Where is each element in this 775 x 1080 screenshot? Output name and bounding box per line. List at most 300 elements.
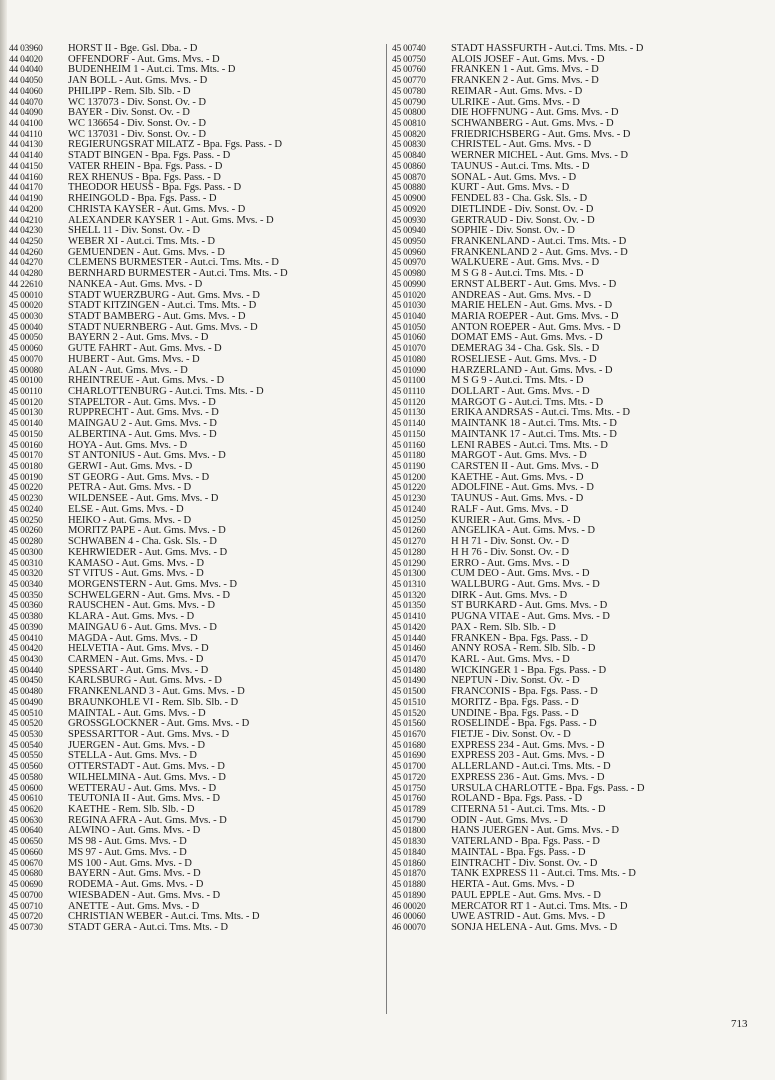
vessel-description: SONJA HELENA - Aut. Gms. Mvs. - D <box>451 921 618 933</box>
vessel-description: FRANKEN 2 - Aut. Gms. Mvs. - D <box>451 75 599 87</box>
page-binding-edge <box>0 0 7 1080</box>
vessel-code: 45 00340 <box>9 579 43 590</box>
vessel-description: BAYERN - Aut. Gms. Mvs. - D <box>68 868 201 880</box>
vessel-code: 45 01320 <box>392 590 426 601</box>
vessel-description: MAINTANK 17 - Aut.ci. Tms. Mts. - D <box>451 428 617 440</box>
vessel-code: 45 00950 <box>392 236 426 247</box>
vessel-description: JUERGEN - Aut. Gms. Mvs. - D <box>68 739 205 751</box>
vessel-entry <box>9 505 381 516</box>
vessel-code: 45 00380 <box>9 612 43 623</box>
vessel-entry <box>9 794 381 805</box>
vessel-description: CHARLOTTENBURG - Aut.ci. Tms. Mts. - D <box>68 386 264 397</box>
vessel-description: SPESSARTTOR - Aut. Gms. Mvs. - D <box>68 729 230 740</box>
vessel-code: 45 01350 <box>392 601 426 612</box>
vessel-code: 45 00440 <box>9 665 43 676</box>
vessel-description: CHRISTEL - Aut. Gms. Mvs. - D <box>451 139 592 151</box>
vessel-code: 45 00230 <box>9 494 43 505</box>
vessel-code: 45 00930 <box>392 215 426 226</box>
vessel-code: 45 01890 <box>392 890 426 901</box>
right-column <box>392 44 732 934</box>
vessel-description: ALOIS JOSEF - Aut. Gms. Mvs. - D <box>451 53 605 65</box>
vessel-description: KURIER - Aut. Gms. Mvs. - D <box>451 514 581 526</box>
vessel-code: 45 01260 <box>392 526 426 537</box>
vessel-description: CITERNA 51 - Aut.ci. Tms. Mts. - D <box>451 804 606 816</box>
vessel-description: M S G 9 - Aut.ci. Tms. Mts. - D <box>451 375 584 387</box>
vessel-code: 45 00030 <box>9 311 43 322</box>
vessel-description: RUPPRECHT - Aut. Gms. Mvs. - D <box>68 407 219 419</box>
vessel-code: 45 00250 <box>9 515 43 526</box>
vessel-code: 45 01680 <box>392 740 426 751</box>
vessel-code: 45 00360 <box>9 601 43 612</box>
vessel-description: HELVETIA - Aut. Gms. Mvs. - D <box>68 643 209 655</box>
vessel-description: ODIN - Aut. Gms. Mvs. - D <box>451 814 568 826</box>
vessel-description: MS 98 - Aut. Gms. Mvs. - D <box>68 836 187 848</box>
vessel-code: 45 00860 <box>392 161 426 172</box>
vessel-code: 44 04230 <box>9 226 43 237</box>
vessel-code: 45 01140 <box>392 419 426 430</box>
vessel-code: 44 04110 <box>9 129 43 140</box>
vessel-description: KAETHE - Aut. Gms. Mvs. - D <box>451 471 584 483</box>
vessel-description: ANTON ROEPER - Aut. Gms. Mvs. - D <box>451 321 621 333</box>
vessel-description: WICKINGER 1 - Bpa. Fgs. Pass. - D <box>451 664 607 676</box>
vessel-code: 44 04040 <box>9 65 43 76</box>
vessel-description: ADOLFINE - Aut. Gms. Mvs. - D <box>451 482 594 494</box>
vessel-code: 44 04280 <box>9 269 43 280</box>
vessel-code: 45 01280 <box>392 547 426 558</box>
vessel-description: URSULA CHARLOTTE - Bpa. Fgs. Pass. - D <box>451 782 645 794</box>
vessel-description: FRANKEN 1 - Aut. Gms. Mvs. - D <box>451 64 599 76</box>
vessel-description: WC 137073 - Div. Sonst. Ov. - D <box>68 96 206 108</box>
vessel-code: 45 00420 <box>9 644 43 655</box>
vessel-description: HANS JUERGEN - Aut. Gms. Mvs. - D <box>451 825 619 837</box>
vessel-code: 45 00670 <box>9 858 43 869</box>
vessel-code: 45 01800 <box>392 826 426 837</box>
vessel-description: WALKUERE - Aut. Gms. Mvs. - D <box>451 257 600 269</box>
vessel-description: HORST II - Bge. Gsl. Dba. - D <box>68 43 198 54</box>
vessel-code: 45 01290 <box>392 558 426 569</box>
vessel-description: STADT GERA - Aut.ci. Tms. Mts. - D <box>68 921 228 933</box>
vessel-description: HEIKO - Aut. Gms. Mvs. - D <box>68 514 192 526</box>
vessel-code: 45 00770 <box>392 76 426 87</box>
vessel-code: 45 01490 <box>392 676 426 687</box>
vessel-description: WERNER MICHEL - Aut. Gms. Mvs. - D <box>451 150 628 162</box>
vessel-code: 45 01080 <box>392 354 426 365</box>
vessel-description: CARSTEN II - Aut. Gms. Mvs. - D <box>451 461 599 473</box>
vessel-code: 45 00490 <box>9 697 43 708</box>
vessel-description: STELLA - Aut. Gms. Mvs. - D <box>68 750 197 762</box>
vessel-description: FRANCONIS - Bpa. Fgs. Pass. - D <box>451 686 598 698</box>
vessel-code: 45 00640 <box>9 826 43 837</box>
vessel-description: STADT KITZINGEN - Aut.ci. Tms. Mts. - D <box>68 300 257 312</box>
vessel-code: 45 00820 <box>392 129 426 140</box>
vessel-description: UWE ASTRID - Aut. Gms. Mvs. - D <box>451 911 606 923</box>
vessel-code: 45 00430 <box>9 654 43 665</box>
vessel-entry <box>9 98 381 109</box>
vessel-description: THEODOR HEUSS - Bpa. Fgs. Pass. - D <box>68 182 242 194</box>
vessel-code: 45 00920 <box>392 204 426 215</box>
vessel-code: 45 01130 <box>392 408 426 419</box>
vessel-description: DIE HOFFNUNG - Aut. Gms. Mvs. - D <box>451 107 619 119</box>
vessel-description: SHELL 11 - Div. Sonst. Ov. - D <box>68 225 200 237</box>
vessel-description: WIESBADEN - Aut. Gms. Mvs. - D <box>68 889 221 901</box>
vessel-code: 44 03960 <box>9 44 43 54</box>
vessel-code: 45 01560 <box>392 719 426 730</box>
vessel-code: 45 01750 <box>392 783 426 794</box>
vessel-description: MORITZ - Bpa. Fgs. Pass. - D <box>451 696 579 708</box>
vessel-description: EINTRACHT - Div. Sonst. Ov. - D <box>451 857 598 869</box>
vessel-code: 45 00720 <box>9 912 43 923</box>
vessel-entry <box>9 623 381 634</box>
vessel-code: 45 00660 <box>9 847 43 858</box>
vessel-description: KLARA - Aut. Gms. Mvs. - D <box>68 611 195 623</box>
vessel-code: 45 00680 <box>9 869 43 880</box>
vessel-description: GEMUENDEN - Aut. Gms. Mvs. - D <box>68 246 225 258</box>
vessel-entry <box>9 698 381 709</box>
vessel-entry <box>9 205 381 216</box>
vessel-code: 45 01090 <box>392 365 426 376</box>
vessel-code: 45 01420 <box>392 622 426 633</box>
vessel-description: H H 76 - Div. Sonst. Ov. - D <box>451 546 569 558</box>
vessel-description: CHRISTA KAYSER - Aut. Gms. Mvs. - D <box>68 203 246 215</box>
vessel-description: DOMAT EMS - Aut. Gms. Mvs. - D <box>451 332 603 344</box>
vessel-code: 45 01110 <box>392 387 425 397</box>
vessel-description: ALAN - Aut. Gms. Mvs. - D <box>68 364 188 376</box>
vessel-description: STADT NUERNBERG - Aut. Gms. Mvs. - D <box>68 321 258 333</box>
vessel-code: 46 00020 <box>392 901 426 912</box>
vessel-code: 45 00980 <box>392 269 426 280</box>
vessel-description: PETRA - Aut. Gms. Mvs. - D <box>68 482 192 494</box>
vessel-code: 45 00450 <box>9 676 43 687</box>
vessel-entry <box>9 76 381 87</box>
vessel-code: 45 01250 <box>392 515 426 526</box>
vessel-description: ELSE - Aut. Gms. Mvs. - D <box>68 503 184 515</box>
vessel-description: SONAL - Aut. Gms. Mvs. - D <box>451 171 577 183</box>
vessel-code: 45 01060 <box>392 333 426 344</box>
vessel-code: 44 04200 <box>9 204 43 215</box>
vessel-code: 45 01300 <box>392 569 426 580</box>
vessel-description: OTTERSTADT - Aut. Gms. Mvs. - D <box>68 761 225 773</box>
vessel-code: 45 00880 <box>392 183 426 194</box>
vessel-description: FRANKEN - Bpa. Fgs. Pass. - D <box>451 632 588 644</box>
vessel-code: 45 00610 <box>9 794 43 805</box>
vessel-description: MAINGAU 2 - Aut. Gms. Mvs. - D <box>68 418 217 430</box>
vessel-description: STADT BAMBERG - Aut. Gms. Mvs. - D <box>68 310 246 322</box>
vessel-description: RALF - Aut. Gms. Mvs. - D <box>451 503 569 515</box>
vessel-description: WILDENSEE - Aut. Gms. Mvs. - D <box>68 493 219 505</box>
vessel-entry <box>9 451 381 462</box>
vessel-code: 45 00410 <box>9 633 43 644</box>
vessel-entry <box>392 773 732 784</box>
vessel-code: 45 01460 <box>392 644 426 655</box>
vessel-code: 45 01870 <box>392 869 426 880</box>
vessel-description: SCHWABEN 4 - Cha. Gsk. Sls. - D <box>68 536 217 548</box>
vessel-description: REGIERUNGSRAT MILATZ - Bpa. Fgs. Pass. - D <box>68 139 282 151</box>
vessel-description: TANK EXPRESS 11 - Aut.ci. Tms. Mts. - D <box>451 868 636 880</box>
vessel-code: 45 00600 <box>9 783 43 794</box>
vessel-code: 45 00390 <box>9 622 43 633</box>
vessel-entry <box>9 891 381 902</box>
vessel-code: 45 01270 <box>392 537 426 548</box>
vessel-description: BAYER - Div. Sonst. Ov. - D <box>68 107 190 119</box>
vessel-description: ERRO - Aut. Gms. Mvs. - D <box>451 557 570 569</box>
vessel-description: ANNY ROSA - Rem. Slb. Slb. - D <box>451 643 596 655</box>
vessel-code: 45 00140 <box>9 419 43 430</box>
vessel-description: MAINTAL - Aut. Gms. Mvs. - D <box>68 707 206 719</box>
vessel-code: 45 00280 <box>9 537 43 548</box>
vessel-code: 45 00060 <box>9 344 43 355</box>
vessel-code: 45 01040 <box>392 311 426 322</box>
vessel-description: BUDENHEIM 1 - Aut.ci. Tms. Mts. - D <box>68 64 236 76</box>
vessel-entry <box>9 473 381 484</box>
vessel-description: FRANKENLAND 3 - Aut. Gms. Mvs. - D <box>68 686 245 698</box>
vessel-entry <box>9 773 381 784</box>
vessel-code: 45 01520 <box>392 708 426 719</box>
vessel-description: JAN BOLL - Aut. Gms. Mvs. - D <box>68 75 208 87</box>
vessel-description: KARLSBURG - Aut. Gms. Mvs. - D <box>68 675 222 687</box>
vessel-description: EXPRESS 234 - Aut. Gms. Mvs. - D <box>451 739 605 751</box>
vessel-description: WALLBURG - Aut. Gms. Mvs. - D <box>451 578 600 590</box>
vessel-description: MS 100 - Aut. Gms. Mvs. - D <box>68 857 192 869</box>
vessel-description: ROSELIESE - Aut. Gms. Mvs. - D <box>451 353 597 365</box>
vessel-code: 45 00150 <box>9 429 43 440</box>
vessel-code: 45 01230 <box>392 494 426 505</box>
vessel-description: MARIE HELEN - Aut. Gms. Mvs. - D <box>451 300 612 312</box>
vessel-description: ANETTE - Aut. Gms. Mvs. - D <box>68 900 200 912</box>
vessel-description: WC 137031 - Div. Sonst. Ov. - D <box>68 128 206 140</box>
vessel-description: ST ANTONIUS - Aut. Gms. Mvs. - D <box>68 450 226 462</box>
vessel-description: DIETLINDE - Div. Sonst. Ov. - D <box>451 203 594 215</box>
vessel-code: 45 01500 <box>392 687 426 698</box>
vessel-description: NEPTUN - Div. Sonst. Ov. - D <box>451 675 580 687</box>
vessel-entry <box>9 601 381 612</box>
vessel-description: TAUNUS - Aut. Gms. Mvs. - D <box>451 493 584 505</box>
vessel-code: 44 04100 <box>9 119 43 130</box>
vessel-code: 45 00350 <box>9 590 43 601</box>
vessel-code: 45 00960 <box>392 247 426 258</box>
vessel-code: 45 00900 <box>392 194 426 205</box>
vessel-code: 45 01720 <box>392 772 426 783</box>
vessel-code: 45 00800 <box>392 108 426 119</box>
vessel-code: 45 01030 <box>392 301 426 312</box>
vessel-code: 45 00790 <box>392 97 426 108</box>
vessel-description: ALWINO - Aut. Gms. Mvs. - D <box>68 825 201 837</box>
vessel-description: PAX - Rem. Slb. Slb. - D <box>451 621 556 633</box>
vessel-code: 45 00740 <box>392 44 426 54</box>
vessel-code: 45 00530 <box>9 730 43 740</box>
vessel-entry <box>392 923 732 934</box>
vessel-code: 45 00170 <box>9 451 43 462</box>
vessel-entry <box>392 612 732 623</box>
vessel-description: ERNST ALBERT - Aut. Gms. Mvs. - D <box>451 278 617 290</box>
vessel-code: 45 00750 <box>392 54 426 65</box>
vessel-description: MORITZ PAPE - Aut. Gms. Mvs. - D <box>68 525 226 537</box>
vessel-code: 45 01410 <box>392 612 426 623</box>
vessel-description: FRANKENLAND 2 - Aut. Gms. Mvs. - D <box>451 246 628 258</box>
vessel-code: 45 00080 <box>9 365 43 376</box>
vessel-description: STADT BINGEN - Bpa. Fgs. Pass. - D <box>68 150 231 162</box>
vessel-description: RHEINTREUE - Aut. Gms. Mvs. - D <box>68 375 225 387</box>
vessel-code: 45 01700 <box>392 762 426 773</box>
vessel-description: PAUL EPPLE - Aut. Gms. Mvs. - D <box>451 889 601 901</box>
vessel-entry <box>9 430 381 441</box>
vessel-code: 45 00540 <box>9 740 43 751</box>
vessel-code: 45 00970 <box>392 258 426 269</box>
vessel-description: MORGENSTERN - Aut. Gms. Mvs. - D <box>68 578 237 590</box>
vessel-entry <box>392 430 732 441</box>
vessel-description: MAGDA - Aut. Gms. Mvs. - D <box>68 632 198 644</box>
vessel-code: 44 04150 <box>9 161 43 172</box>
vessel-description: GERWI - Aut. Gms. Mvs. - D <box>68 461 193 473</box>
vessel-description: HUBERT - Aut. Gms. Mvs. - D <box>68 353 200 365</box>
vessel-entry <box>392 698 732 709</box>
vessel-code: 44 04270 <box>9 258 43 269</box>
vessel-description: GROSSGLOCKNER - Aut. Gms. Mvs. - D <box>68 718 250 730</box>
vessel-description: SCHWELGERN - Aut. Gms. Mvs. - D <box>68 589 230 601</box>
vessel-code: 44 04210 <box>9 215 43 226</box>
vessel-description: KAMASO - Aut. Gms. Mvs. - D <box>68 557 204 569</box>
vessel-code: 45 01310 <box>392 579 426 590</box>
vessel-code: 45 01790 <box>392 815 426 826</box>
vessel-code: 46 00060 <box>392 912 426 923</box>
vessel-description: WC 136654 - Div. Sonst. Ov. - D <box>68 118 206 130</box>
vessel-description: H H 71 - Div. Sonst. Ov. - D <box>451 536 569 548</box>
vessel-entry <box>9 494 381 505</box>
vessel-description: ERIKA ANDRSAS - Aut.ci. Tms. Mts. - D <box>451 407 630 419</box>
vessel-description: MS 97 - Aut. Gms. Mvs. - D <box>68 846 187 858</box>
vessel-description: SPESSART - Aut. Gms. Mvs. - D <box>68 664 209 676</box>
vessel-description: RAUSCHEN - Aut. Gms. Mvs. - D <box>68 600 215 612</box>
vessel-code: 44 04160 <box>9 172 43 183</box>
vessel-code: 45 00780 <box>392 86 426 97</box>
vessel-code: 45 00220 <box>9 483 43 494</box>
vessel-code: 45 00620 <box>9 805 43 816</box>
vessel-description: DOLLART - Aut. Gms. Mvs. - D <box>451 386 590 397</box>
vessel-description: STADT HASSFURTH - Aut.ci. Tms. Mts. - D <box>451 43 644 54</box>
vessel-code: 45 01670 <box>392 730 426 740</box>
vessel-code: 45 00130 <box>9 408 43 419</box>
vessel-description: PUGNA VITAE - Aut. Gms. Mvs. - D <box>451 611 610 623</box>
vessel-entry <box>392 548 732 559</box>
vessel-code: 45 00840 <box>392 151 426 162</box>
vessel-description: ALLERLAND - Aut.ci. Tms. Mts. - D <box>451 761 611 773</box>
column-divider <box>386 44 387 1014</box>
vessel-description: ANGELIKA - Aut. Gms. Mvs. - D <box>451 525 595 537</box>
page-number: 713 <box>731 1018 748 1030</box>
vessel-code: 45 00830 <box>392 140 426 151</box>
vessel-code: 45 01440 <box>392 633 426 644</box>
vessel-description: PHILIPP - Rem. Slb. Slb. - D <box>68 85 191 97</box>
left-column <box>9 44 381 934</box>
vessel-description: ALBERTINA - Aut. Gms. Mvs. - D <box>68 428 217 440</box>
vessel-code: 45 00110 <box>9 387 43 397</box>
vessel-code: 45 01200 <box>392 472 426 483</box>
vessel-description: TAUNUS - Aut.ci. Tms. Mts. - D <box>451 160 590 172</box>
vessel-code: 44 04020 <box>9 54 43 65</box>
vessel-description: MAINTAL - Bpa. Fgs. Pass. - D <box>451 846 586 858</box>
vessel-code: 45 00320 <box>9 569 43 580</box>
vessel-code: 44 22610 <box>9 279 43 290</box>
vessel-code: 45 01220 <box>392 483 426 494</box>
vessel-description: MAINTANK 18 - Aut.ci. Tms. Mts. - D <box>451 418 617 430</box>
vessel-entry <box>392 280 732 291</box>
vessel-code: 45 00710 <box>9 901 43 912</box>
vessel-description: SCHWANBERG - Aut. Gms. Mvs. - D <box>451 118 614 130</box>
vessel-code: 45 01789 <box>392 805 426 816</box>
vessel-entry <box>9 355 381 366</box>
vessel-code: 45 01510 <box>392 697 426 708</box>
vessel-description: CUM DEO - Aut. Gms. Mvs. - D <box>451 568 590 580</box>
vessel-description: EXPRESS 236 - Aut. Gms. Mvs. - D <box>451 771 605 783</box>
vessel-description: MARIA ROEPER - Aut. Gms. Mvs. - D <box>451 310 619 322</box>
vessel-code: 45 00010 <box>9 290 43 301</box>
vessel-code: 45 01760 <box>392 794 426 805</box>
vessel-code: 45 00100 <box>9 376 43 387</box>
vessel-description: CARMEN - Aut. Gms. Mvs. - D <box>68 653 204 665</box>
vessel-description: MARGOT G - Aut.ci. Tms. Mts. - D <box>451 396 604 408</box>
vessel-description: KAETHE - Rem. Slb. Slb. - D <box>68 804 195 816</box>
vessel-code: 46 00070 <box>392 922 426 933</box>
vessel-code: 45 01240 <box>392 504 426 515</box>
vessel-description: REX RHENUS - Bpa. Fgs. Pass. - D <box>68 171 221 183</box>
vessel-code: 45 01880 <box>392 880 426 891</box>
vessel-code: 45 01190 <box>392 462 426 473</box>
vessel-description: TEUTONIA II - Aut. Gms. Mvs. - D <box>68 793 220 805</box>
vessel-code: 45 00690 <box>9 880 43 891</box>
vessel-code: 45 00520 <box>9 719 43 730</box>
vessel-code: 45 00730 <box>9 922 43 933</box>
vessel-description: FIETJE - Div. Sonst. Ov. - D <box>451 729 571 740</box>
vessel-code: 45 01150 <box>392 429 426 440</box>
vessel-description: DIRK - Aut. Gms. Mvs. - D <box>451 589 568 601</box>
vessel-description: REIMAR - Aut. Gms. Mvs. - D <box>451 85 583 97</box>
vessel-description: CLEMENS BURMESTER - Aut.ci. Tms. Mts. - D <box>68 257 279 269</box>
vessel-code: 44 04140 <box>9 151 43 162</box>
vessel-code: 44 04260 <box>9 247 43 258</box>
vessel-entry <box>392 891 732 902</box>
vessel-description: FRANKENLAND - Aut.ci. Tms. Mts. - D <box>451 235 627 247</box>
vessel-code: 44 04090 <box>9 108 43 119</box>
vessel-description: DEMERAG 34 - Cha. Gsk. Sls. - D <box>451 343 600 355</box>
vessel-code: 45 00810 <box>392 119 426 130</box>
vessel-description: ROSELINDE - Bpa. Fgs. Pass. - D <box>451 718 597 730</box>
vessel-description: ST BURKARD - Aut. Gms. Mvs. - D <box>451 600 608 612</box>
vessel-description: EXPRESS 203 - Aut. Gms. Mvs. - D <box>451 750 605 762</box>
vessel-description: KURT - Aut. Gms. Mvs. - D <box>451 182 570 194</box>
vessel-description: MARGOT - Aut. Gms. Mvs. - D <box>451 450 587 462</box>
vessel-code: 45 00990 <box>392 279 426 290</box>
vessel-code: 44 04250 <box>9 236 43 247</box>
vessel-description: VATER RHEIN - Bpa. Fgs. Pass. - D <box>68 160 223 172</box>
vessel-code: 45 00040 <box>9 322 43 333</box>
vessel-description: WEBER XI - Aut.ci. Tms. Mts. - D <box>68 235 215 247</box>
vessel-code: 45 00650 <box>9 837 43 848</box>
vessel-code: 45 00630 <box>9 815 43 826</box>
vessel-description: RODEMA - Aut. Gms. Mvs. - D <box>68 879 204 891</box>
vessel-code: 45 00070 <box>9 354 43 365</box>
vessel-entry <box>9 837 381 848</box>
vessel-description: NANKEA - Aut. Gms. Mvs. - D <box>68 278 203 290</box>
vessel-code: 45 00700 <box>9 890 43 901</box>
vessel-code: 45 00300 <box>9 547 43 558</box>
vessel-code: 45 01480 <box>392 665 426 676</box>
vessel-description: BAYERN 2 - Aut. Gms. Mvs. - D <box>68 332 209 344</box>
vessel-entry <box>9 87 381 98</box>
vessel-entry <box>392 623 732 634</box>
vessel-description: ST VITUS - Aut. Gms. Mvs. - D <box>68 568 204 580</box>
vessel-code: 45 00480 <box>9 687 43 698</box>
vessel-code: 45 01020 <box>392 290 426 301</box>
vessel-description: OFFENDORF - Aut. Gms. Mvs. - D <box>68 53 220 65</box>
